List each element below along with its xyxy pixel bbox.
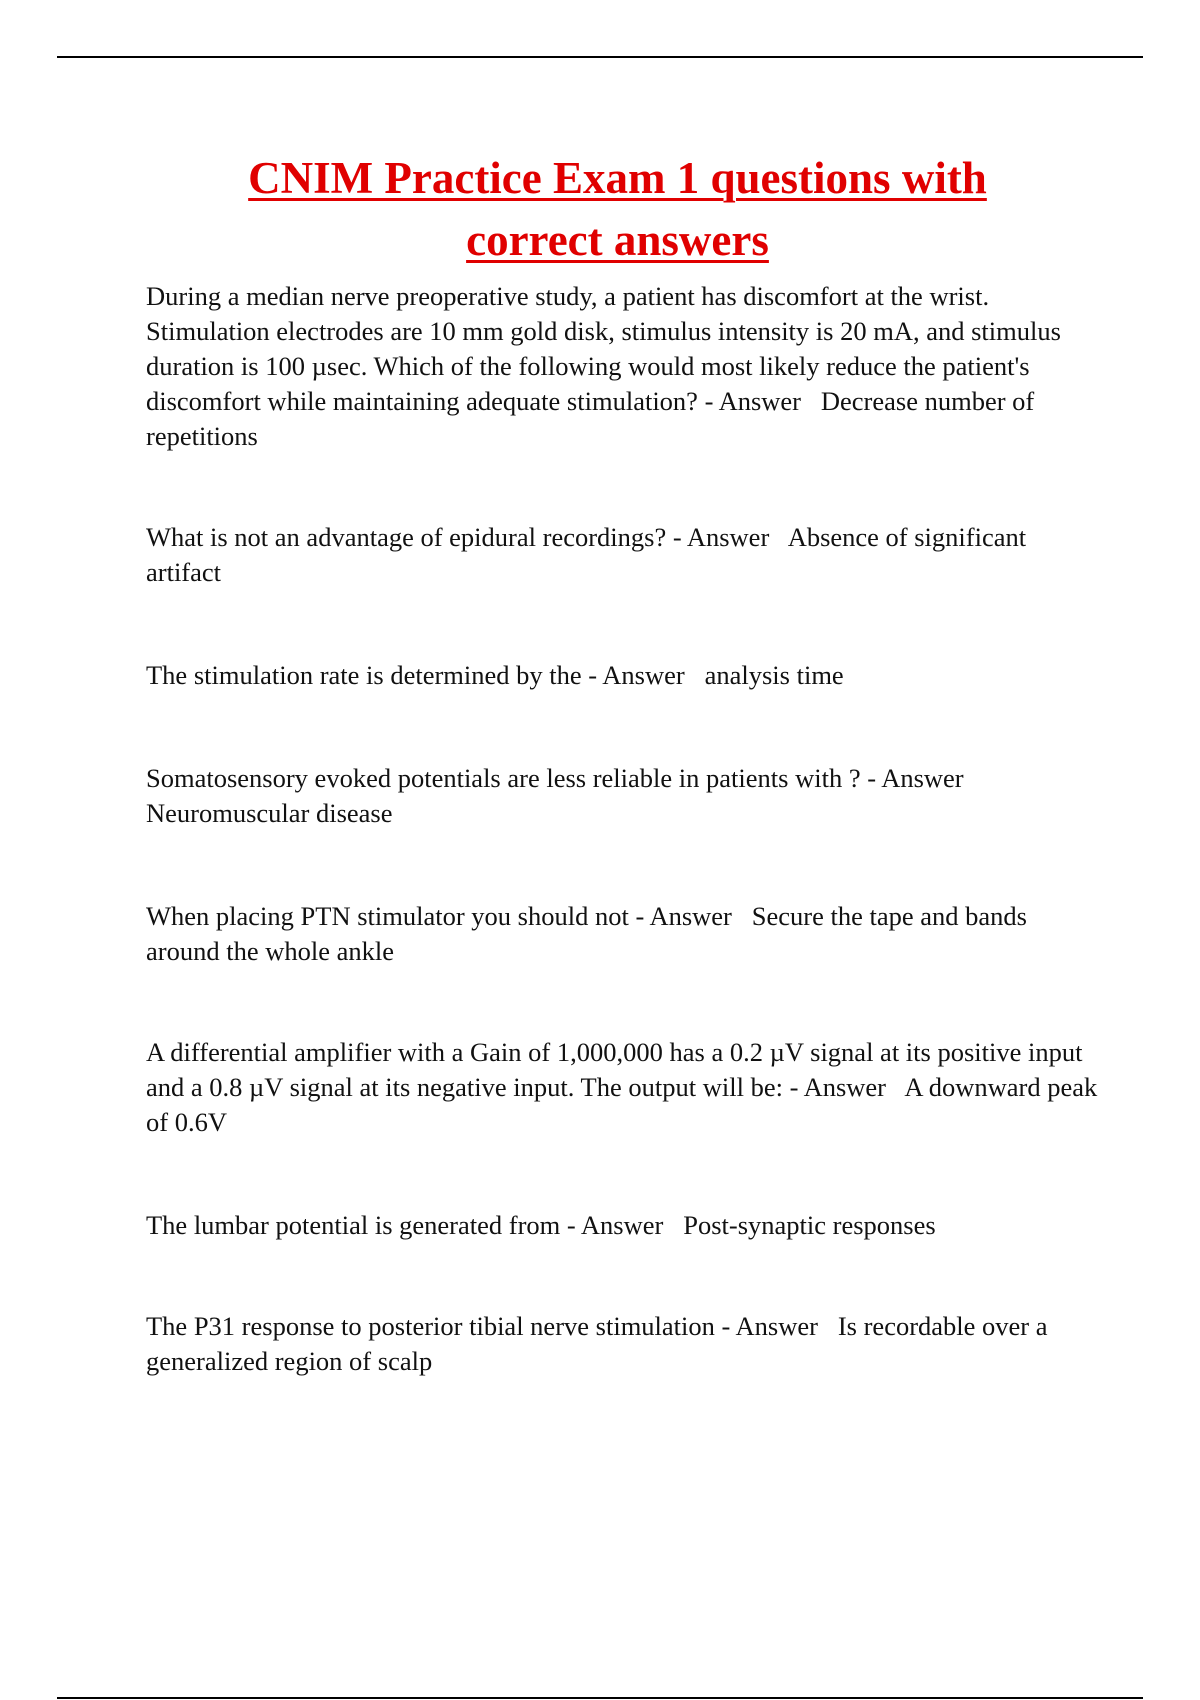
qa-item-1 xyxy=(146,279,1101,454)
qa-item-3 xyxy=(146,658,1101,693)
question-text: The lumbar potential is generated from xyxy=(146,1210,561,1240)
question-text: During a median nerve preoperative study, a patient has discomfort at the wrist. Stimulation electrodes are 10 mm gold disk, stimulus intensity is 20 mA, and stimulus duration is 100 µsec. Which of the following would most likely reduce the patient's discomfort while maintaining adequate stimulation? xyxy=(146,281,1068,416)
answer-separator: - Answer xyxy=(581,660,705,690)
qa-list xyxy=(146,279,1104,1379)
answer-text: Absence of significant artifact xyxy=(146,522,1033,587)
answer-separator: - Answer xyxy=(860,763,984,793)
title-line-1: CNIM Practice Exam 1 questions with xyxy=(248,153,987,203)
question-text: When placing PTN stimulator you should not xyxy=(146,901,629,931)
page-title xyxy=(140,147,1095,271)
question-text: The stimulation rate is determined by the xyxy=(146,660,582,690)
qa-item-4 xyxy=(146,761,1101,831)
footer-rule xyxy=(57,1697,1143,1699)
qa-item-6 xyxy=(146,1035,1104,1140)
qa-item-8 xyxy=(146,1309,1101,1379)
header-rule xyxy=(57,56,1143,58)
answer-separator: - Answer xyxy=(628,901,752,931)
answer-text: Secure the tape and bands around the whole ankle xyxy=(146,901,1034,966)
answer-text: Post-synaptic responses xyxy=(683,1210,936,1240)
answer-separator: - Answer xyxy=(782,1072,905,1102)
question-text: Somatosensory evoked potentials are less reliable in patients with ? xyxy=(146,763,861,793)
qa-item-5 xyxy=(146,899,1101,969)
answer-text: Neuromuscular disease xyxy=(146,798,393,828)
answer-text: Decrease number of repetitions xyxy=(146,386,1041,451)
question-text: The P31 response to posterior tibial nerve stimulation xyxy=(146,1311,715,1341)
qa-item-2 xyxy=(146,520,1101,590)
title-line-2: correct answers xyxy=(466,215,769,265)
answer-separator: - Answer xyxy=(697,386,821,416)
answer-separator: - Answer xyxy=(560,1210,684,1240)
answer-separator: - Answer xyxy=(666,522,788,552)
answer-separator: - Answer xyxy=(714,1311,838,1341)
answer-text: analysis time xyxy=(704,660,844,690)
question-text: What is not an advantage of epidural recordings? xyxy=(146,522,667,552)
answer-text: A downward peak of 0.6V xyxy=(146,1072,1104,1137)
question-text: A differential amplifier with a Gain of 1,000,000 has a 0.2 µV signal at its positive input and a 0.8 µV signal at its negative input. The output will be: xyxy=(146,1037,1090,1102)
qa-item-7 xyxy=(146,1208,1101,1243)
answer-text: Is recordable over a generalized region of scalp xyxy=(146,1311,1055,1376)
